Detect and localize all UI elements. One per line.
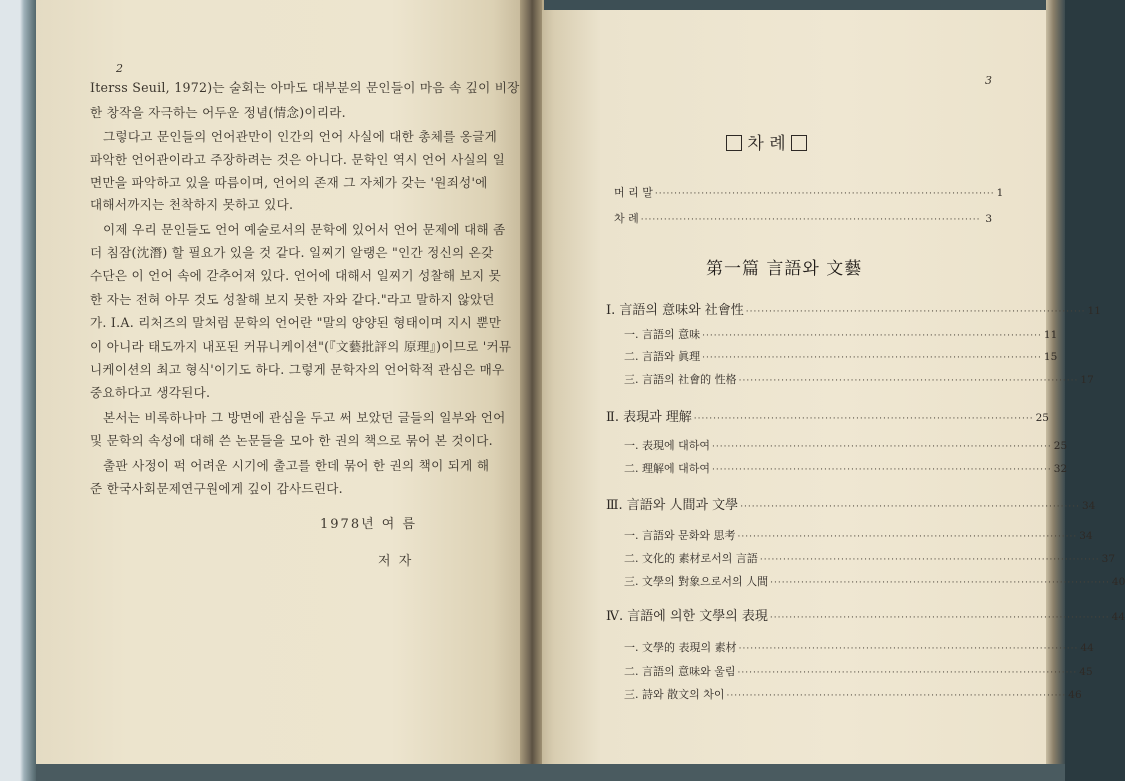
toc-section-label: Ⅲ. 言語와 人間과 文學 bbox=[606, 498, 739, 513]
toc-subsection-label: 三. 詩와 散文의 차이 bbox=[624, 688, 725, 701]
book-gutter bbox=[520, 0, 542, 781]
right-page-number: 3 bbox=[985, 74, 992, 87]
toc-subsection-label: 二. 文化的 素材로서의 言語 bbox=[624, 552, 758, 565]
toc-section-label: Ⅳ. 言語에 의한 文學의 表現 bbox=[606, 609, 768, 624]
text-line: 및 문학의 속성에 대해 쓴 논문들을 모아 한 권의 책으로 묶어 본 것이다. bbox=[90, 433, 493, 448]
text-line: 이 아니라 태도까지 내포된 커뮤니케이션"(『文藝批評의 原理』)이므로 '커뮤 bbox=[90, 339, 512, 354]
toc-title bbox=[726, 129, 876, 155]
leader-dots: ························································································ bbox=[740, 502, 1080, 512]
leader-dots: ························································································ bbox=[737, 532, 1078, 542]
toc-entry-page: 3 bbox=[985, 213, 992, 225]
toc-subsection bbox=[624, 686, 1082, 702]
toc-subsection-page: 37 bbox=[1101, 553, 1116, 565]
text-line: 니케이션의 최고 형식'이기도 하다. 그렇게 문학자의 언어학적 관심은 매우 bbox=[90, 362, 505, 377]
text-line: 출판 사정이 퍽 어려운 시기에 출고를 한데 묶어 한 권의 책이 되게 해 bbox=[103, 458, 490, 473]
toc-subsection-page: 32 bbox=[1053, 463, 1068, 475]
leader-dots: ························································································ bbox=[738, 376, 1079, 386]
toc-section bbox=[606, 605, 1125, 624]
toc-subsection-page: 25 bbox=[1053, 440, 1068, 452]
toc-subsection-label: 一. 表現에 대하여 bbox=[624, 439, 710, 452]
toc-section-page: 34 bbox=[1081, 500, 1096, 512]
leader-dots: ························································································ bbox=[737, 668, 1078, 678]
leader-dots: ························································································ bbox=[712, 465, 1052, 475]
leader-dots: ························································································ bbox=[702, 353, 1042, 363]
left-page-number: 2 bbox=[116, 62, 123, 75]
toc-subsection bbox=[624, 550, 1116, 566]
leader-dots: ························································································ bbox=[769, 613, 1110, 623]
leader-dots: ························································································ bbox=[770, 578, 1110, 588]
toc-subsection-page: 15 bbox=[1043, 351, 1058, 363]
toc-section-page: 44 bbox=[1111, 611, 1125, 623]
toc-subsection bbox=[624, 527, 1093, 543]
toc-subsection bbox=[624, 663, 1093, 679]
text-line: 준 한국사회문제연구원에게 깊이 감사드린다. bbox=[90, 481, 343, 496]
toc-subsection-page: 11 bbox=[1043, 329, 1058, 341]
text-line: 파악한 언어관이라고 주장하려는 것은 아니다. 문학인 역시 언어 사실의 일 bbox=[90, 152, 505, 167]
toc-subsection-label: 一. 言語와 문화와 思考 bbox=[624, 529, 736, 542]
toc-subsection-label: 一. 文學的 表現의 素材 bbox=[624, 641, 737, 654]
text-line: 한 자는 전혀 아무 것도 성찰해 보지 못한 자와 같다."라고 말하지 않았던 bbox=[90, 292, 495, 307]
part-title: 第一篇 言語와 文藝 bbox=[706, 259, 863, 279]
toc-section bbox=[606, 406, 1049, 425]
toc-subsection-label: 三. 言語의 社會的 性格 bbox=[624, 373, 737, 386]
toc-subsection-page: 34 bbox=[1079, 530, 1093, 542]
text-line: 그렇다고 문인들의 언어관만이 인간의 언어 사실에 대한 총체를 옹글게 bbox=[103, 129, 498, 144]
toc-section-page: 11 bbox=[1087, 305, 1101, 317]
toc-subsection-label: 二. 言語의 意味와 울림 bbox=[624, 665, 736, 678]
toc-entry bbox=[614, 184, 1004, 200]
date-line: 1978년 여 름 bbox=[320, 517, 418, 532]
text-line: 더 침잠(沈潛) 할 필요가 있을 것 같다. 일찌기 알랭은 "인간 정신의 온갖 bbox=[90, 245, 494, 260]
toc-subsection bbox=[624, 371, 1094, 387]
toc-subsection-page: 45 bbox=[1079, 666, 1093, 678]
text-line: 가. I.A. 리처즈의 말처럼 문학의 언어란 "말의 양양된 형태이며 지시 뿐만 bbox=[90, 315, 502, 330]
toc-subsection-page: 44 bbox=[1080, 642, 1094, 654]
text-line: 대해서까지는 천착하지 못하고 있다. bbox=[90, 197, 294, 212]
text-line: 중요하다고 생각된다. bbox=[90, 385, 211, 400]
toc-subsection-page: 17 bbox=[1080, 374, 1094, 386]
toc-section-page: 25 bbox=[1035, 412, 1049, 424]
text-line: 한 창작을 자극하는 어두운 정념(情念)이리라. bbox=[90, 105, 346, 120]
page-edge bbox=[1043, 0, 1068, 781]
toc-subsection bbox=[624, 573, 1125, 589]
toc-entry-label: 머 리 말 bbox=[614, 186, 653, 199]
toc-section-label: Ⅰ. 言語의 意味와 社會性 bbox=[606, 303, 744, 318]
text-line: Iterss Seuil, 1972)는 술회는 아마도 대부분의 문인들이 마음 속 깊이 비장 bbox=[90, 80, 520, 95]
toc-entry-page: 1 bbox=[996, 187, 1004, 199]
leader-dots: ························································································ bbox=[640, 215, 981, 225]
leader-dots: ························································································ bbox=[702, 331, 1042, 341]
toc-subsection bbox=[624, 437, 1068, 453]
toc-section bbox=[606, 299, 1101, 318]
text-line: 면만을 파악하고 있을 따름이며, 언어의 존재 그 자체가 갖는 '원죄성'에 bbox=[90, 175, 488, 190]
text-line: 수단은 이 언어 속에 갇추어져 있다. 언어에 대해서 일찌기 성찰해 보지 못 bbox=[90, 268, 502, 283]
toc-title-text: 차 례 bbox=[747, 134, 786, 154]
author-line: 저 자 bbox=[378, 554, 414, 569]
toc-subsection-label: 三. 文學의 對象으로서의 人間 bbox=[624, 575, 769, 588]
toc-subsection bbox=[624, 639, 1094, 655]
leader-dots: ························································································ bbox=[745, 307, 1086, 317]
leader-dots: ························································································ bbox=[654, 189, 995, 199]
toc-subsection bbox=[624, 460, 1068, 476]
leader-dots: ························································································ bbox=[693, 414, 1034, 424]
leader-dots: ························································································ bbox=[712, 442, 1052, 452]
leader-dots: ························································································ bbox=[738, 644, 1079, 654]
toc-subsection bbox=[624, 348, 1058, 364]
text-line: 이제 우리 문인들도 언어 예술로서의 문학에 있어서 언어 문제에 대해 좀 bbox=[103, 222, 506, 237]
leader-dots: ························································································ bbox=[759, 555, 1100, 565]
bracket-box-icon bbox=[791, 135, 807, 151]
toc-section-label: Ⅱ. 表現과 理解 bbox=[606, 410, 692, 425]
scan-bottom-edge bbox=[36, 764, 1065, 781]
toc-section bbox=[606, 494, 1096, 513]
toc-subsection-label: 一. 言語의 意味 bbox=[624, 328, 701, 341]
toc-entry-label: 차 례 bbox=[614, 212, 639, 225]
toc-subsection-page: 40 bbox=[1111, 576, 1125, 588]
toc-subsection-label: 二. 言語와 眞理 bbox=[624, 350, 701, 363]
toc-subsection-label: 二. 理解에 대하여 bbox=[624, 462, 710, 475]
toc-subsection bbox=[624, 326, 1058, 342]
bracket-box-icon bbox=[726, 135, 742, 151]
toc-subsection-page: 46 bbox=[1068, 689, 1082, 701]
leader-dots: ························································································ bbox=[726, 691, 1067, 701]
toc-entry bbox=[614, 210, 992, 226]
text-line: 본서는 비록하나마 그 방면에 관심을 두고 써 보았던 글들의 일부와 언어 bbox=[103, 410, 506, 425]
